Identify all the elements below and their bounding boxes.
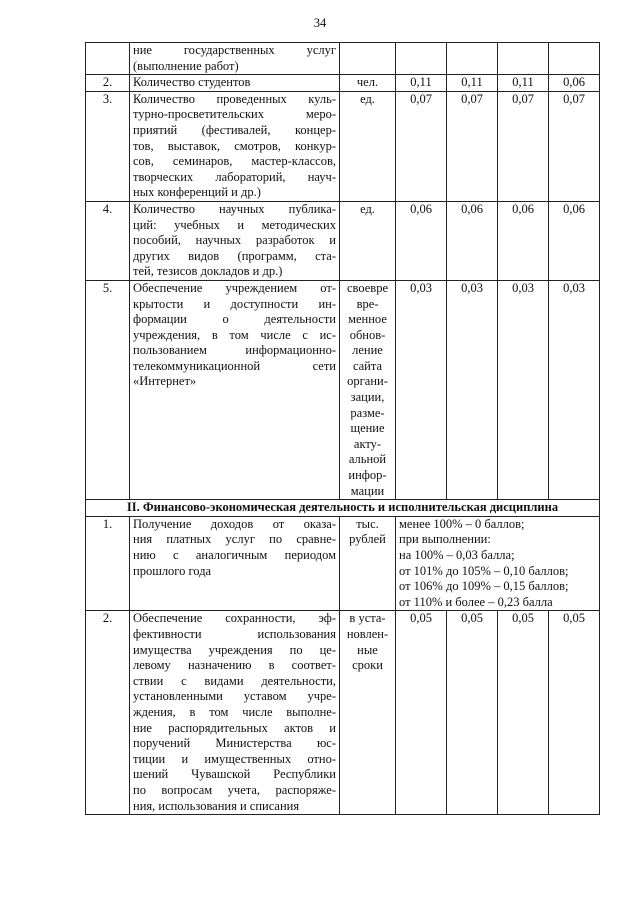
text-line: ед. [360,201,375,216]
row-number: 4. [86,201,130,280]
text-line: ждения, в том числе выполне- [133,704,336,719]
indicator-description [130,75,340,92]
text-line: ствии с видами деятельности, [133,673,336,688]
section-title: II. Финансово-экономическая деятельность и исполнительская дисциплина [86,500,600,517]
text-line: формации о деятельности [133,312,336,327]
text-line: крытости и доступности ин- [133,296,336,311]
text-line: сов, семинаров, мастер-классов, [133,154,336,169]
text-line: мации [350,483,385,498]
text-line: сайта [352,358,383,373]
section-row [86,500,600,517]
text-line: Количество проведенных куль- [133,91,336,106]
value-cell: 0,05 [396,611,447,815]
text-line: по вопросам учета, распоряже- [133,782,336,797]
row-number: 2. [86,75,130,92]
value-cell: 0,06 [549,201,600,280]
indicator-description [130,280,340,499]
value-cell [549,43,600,75]
text-line: менее 100% – 0 баллов; [399,516,525,531]
text-line: ние распорядительных актов и [133,720,336,735]
text-line: имущества учреждения по це- [133,642,336,657]
text-line: других видов (программ, ста- [133,248,336,263]
indicator-description [130,91,340,201]
value-cell [447,43,498,75]
text-line: Обеспечение учреждением от- [133,280,336,295]
text-line: пособий, научных разработок и [133,233,336,248]
unit-of-measure [340,91,396,201]
value-cell: 0,03 [498,280,549,499]
text-line: тов, выставок, смотров, конкур- [133,138,336,153]
unit-of-measure [340,280,396,499]
text-line: нию с аналогичным периодом [133,548,336,562]
text-line: от 106% до 109% – 0,15 баллов; [399,579,569,594]
value-cell: 0,11 [498,75,549,92]
text-line: (выполнение работ) [133,58,239,73]
value-cell: 0,06 [447,201,498,280]
value-cell: 0,03 [396,280,447,499]
text-line: органи- [347,374,388,389]
text-line: зации, [350,390,385,405]
text-line: ния платных услуг по сравне- [133,532,336,547]
value-cell: 0,05 [549,611,600,815]
text-line: чел. [356,75,379,90]
value-cell: 0,07 [447,91,498,201]
text-line: поручений Министерства юс- [133,736,336,751]
text-line: учреждения, в том числе с ис- [133,327,336,342]
value-cell: 0,07 [549,91,600,201]
text-line: Получение доходов от оказа- [133,516,336,531]
value-cell: 0,05 [498,611,549,815]
value-cell [396,43,447,75]
text-line: менное [348,312,387,327]
text-line: тей, тезисов докладов и др.) [133,264,283,279]
unit-of-measure [340,611,396,815]
table-row-income [86,516,600,611]
value-cell: 0,11 [447,75,498,92]
text-line: от 110% и более – 0,23 балла [399,594,553,609]
text-line: новлен- [346,626,389,641]
value-cell [498,43,549,75]
value-cell: 0,05 [447,611,498,815]
text-line: левому назначению в соответ- [133,658,336,673]
value-cell: 0,06 [549,75,600,92]
text-line: акту- [353,436,382,451]
text-line: альной [348,452,387,467]
indicator-description [130,43,340,75]
text-line: ние государственных услуг [133,43,336,57]
text-line: обнов- [349,327,386,342]
text-line: на 100% – 0,03 балла; [399,548,515,562]
text-line: фективности использования [133,626,336,641]
text-line: своевре [346,280,388,295]
text-line: сроки [352,658,383,673]
value-cell: 0,07 [498,91,549,201]
indicators-table [85,42,600,815]
text-line: телекоммуникационной сети [133,358,336,373]
table-row [86,201,600,280]
text-line: прошлого года [133,563,212,578]
text-line: турно-просветительских меро- [133,107,336,122]
text-line: пользованием информационно- [133,343,336,358]
text-line: шений Чувашской Республики [133,767,336,782]
text-line: разме- [350,405,385,420]
unit-of-measure [340,516,396,611]
text-line: от 101% до 105% – 0,10 баллов; [399,563,569,578]
table-row-property [86,611,600,815]
text-line: ния, использования и списания [133,798,300,813]
row-number: 5. [86,280,130,499]
text-line: ные [357,642,378,657]
text-line: тыс. [356,516,379,531]
value-cell: 0,06 [396,201,447,280]
value-cell: 0,11 [396,75,447,92]
text-line: в уста- [349,611,386,626]
table-row [86,75,600,92]
row-number: 1. [86,516,130,611]
value-cell: 0,07 [396,91,447,201]
table-row [86,280,600,499]
text-line: ед. [360,91,375,106]
table-row [86,43,600,75]
text-line: инфор- [348,468,387,483]
table-row [86,91,600,201]
text-line: Количество научных публика- [133,201,336,216]
page-number: 34 [313,16,327,30]
value-cell: 0,06 [498,201,549,280]
scoring-criteria [396,516,600,611]
text-line: рублей [349,532,386,547]
row-number: 2. [86,611,130,815]
text-line: вре- [356,296,379,311]
text-line: установленными уставом учре- [133,689,336,704]
text-line: ных конференций и др.) [133,185,261,200]
text-line: ление [352,343,383,358]
value-cell: 0,03 [549,280,600,499]
text-line: щение [350,421,385,436]
text-line: Обеспечение сохранности, эф- [133,611,336,626]
unit-of-measure [340,201,396,280]
text-line: тиции и имущественных отно- [133,751,336,766]
text-line: приятий (фестивалей, концер- [133,122,336,137]
text-line: ций: учебных и методических [133,217,336,232]
text-line: Количество студентов [133,75,251,90]
text-line: творческих лабораторий, науч- [133,169,336,184]
text-line: «Интернет» [133,374,197,389]
unit-of-measure [340,75,396,92]
unit-of-measure [340,43,396,75]
row-number: 3. [86,91,130,201]
value-cell: 0,03 [447,280,498,499]
indicator-description [130,201,340,280]
indicator-description [130,611,340,815]
text-line: при выполнении: [399,532,491,547]
indicator-description [130,516,340,611]
row-number [86,43,130,75]
